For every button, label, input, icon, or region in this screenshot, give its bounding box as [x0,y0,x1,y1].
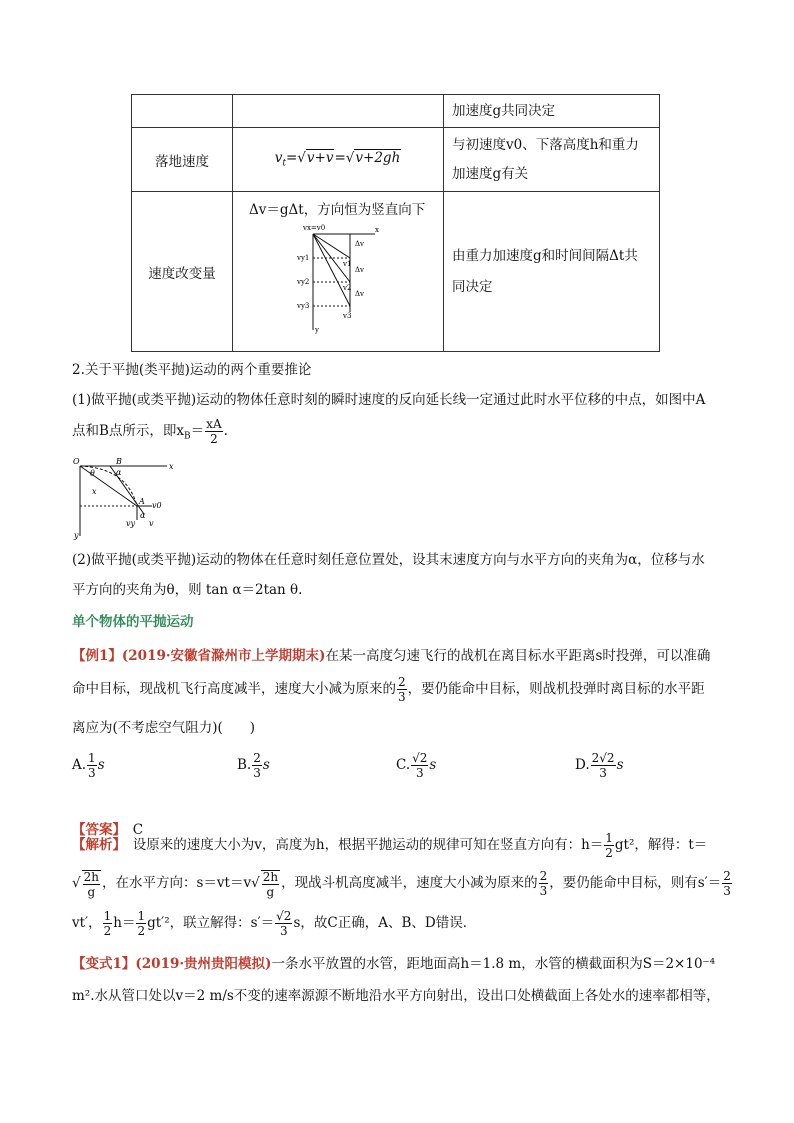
p1-line2-end: . [223,423,228,439]
formula-eq: = [285,150,298,167]
frac-num: 2 [539,869,548,883]
frac-den: 3 [398,690,406,704]
option-b[interactable] [237,752,270,779]
option-b-label: B. [237,757,252,773]
frac-den: 2 [103,924,112,938]
p1-line2-eq: ＝ [190,423,205,439]
section2-p1-line2 [72,418,732,449]
frac-den: 3 [279,924,288,938]
diagram-label-vy1: vy1 [297,254,310,262]
arrow-v1 [313,234,350,258]
frac-num: 2 [398,675,406,689]
option-b-den: 3 [253,766,261,780]
analysis-tag: 【解析】 [72,837,120,853]
two-thirds-2 [722,870,732,897]
label-a: A [139,497,145,506]
example1-fraction [397,676,407,703]
example1-line2-pre: 命中目标，现战机飞行高度减半，速度大小减为原来的 [72,681,396,697]
diagram-label-v2: v2 [343,284,352,292]
example1-line3: 离应为(不考虑空气阻力)( ) [72,720,256,736]
label-theta: θ [90,469,95,478]
option-d[interactable] [575,752,624,779]
frac-num: 2h [83,869,99,884]
section2-p2-line1: (2)做平抛(或类平抛)运动的物体在任意时刻任意位置处，设其末速度方向与水平方向的夹角为α，位移与水 [72,552,705,568]
p1-fraction [205,418,222,445]
two-thirds [539,870,549,897]
option-a[interactable] [72,752,105,779]
analysis-l2b: ，现战斗机高度减半，速度大小减为原来的 [281,875,538,891]
diagram-label-vx: vx=v0 [303,224,326,232]
diagram-label-v1: v1 [343,260,352,268]
frac-num: 2 [723,869,731,883]
row3-label: 速度改变量 [148,265,216,282]
frac-den: 2 [605,846,613,860]
half-frac-3 [136,910,146,937]
frac-den: g [266,884,275,899]
diagram-label-y: y [315,326,319,334]
p1-frac-den: 2 [210,432,218,446]
table-cell [233,95,444,128]
diagram-label-vy2: vy2 [297,278,310,286]
option-d-suffix: s [616,757,624,773]
displacement [80,466,137,506]
diagram-label-dv3: Δv [355,290,365,298]
example1-tag: 【例1】(2019·安徽省滁州市上学期期末) [72,648,326,664]
table-cell [233,128,444,192]
frac-num: 2h [262,869,279,884]
half-frac-2 [103,910,113,937]
table-row [132,128,660,192]
analysis-l2a: ，在水平方向：s＝vt＝v [101,875,252,891]
sqrt-2h-g [82,870,101,898]
analysis-l1a: 设原来的速度大小为v，高度为h，根据平抛运动的规律可知在竖直方向有：h＝ [132,837,604,853]
label-alpha: α [116,468,122,477]
diagram-label-dv1: Δv [355,240,365,248]
label-v0: v0 [152,501,162,510]
analysis-l1b: gt²，解得：t＝ [614,837,708,853]
answer-tag: 【答案】 [72,822,120,838]
variant1-line1 [72,952,732,976]
diagram-label-dv2: Δv [355,266,365,274]
option-a-num: 1 [88,751,96,765]
row2-desc-line1: 与初速度v0、下落高度h和重力 [452,136,639,153]
formula-sub: t [282,158,286,169]
label-v: v [149,519,154,528]
analysis-line2: √ $\frac{2h}{g}$ ，在水平方向：s＝vt＝v√ $\frac{2h}{g}$ ，现战斗机高度减半，速度大小减为原来的 $\frac{2}{3}$ ，要仍能命中目标，则有s′＝ $\frac{2}{3}$ [72,869,731,899]
label-alpha2: α [140,511,146,520]
row3-desc-line2: 同决定 [452,278,493,295]
label-x: x [169,462,174,471]
analysis-line3 [72,908,732,938]
analysis-l2c: ，要仍能命中目标，则有s′＝ [549,875,722,891]
p1-frac-num: xA [206,417,222,431]
formula-lhs: v [274,150,283,167]
option-c-num: √2 [412,751,428,765]
option-a-label: A. [72,757,87,773]
diagram-label-v3: v3 [343,312,352,320]
analysis-l3b: h＝ [113,915,136,931]
option-c-suffix: s [429,757,437,773]
analysis-l3d: s，故C正确，A、B、D错误． [293,915,477,931]
landing-velocity-formula: $v_t=√v+v=√v+2gh$ [274,150,401,169]
table-cell [132,128,233,192]
p1-line2-sub: B [184,431,191,442]
projectile-diagram [72,458,182,540]
formula-eq: = [334,150,346,167]
subheading: 单个物体的平抛运动 [72,614,194,630]
options-row [72,752,732,784]
root2-third [275,910,292,937]
half-frac [604,832,614,859]
option-b-suffix: s [262,757,270,773]
table-cell [132,95,233,128]
label-vy: vy [126,519,136,528]
variant1-text1: 一条水平放置的水管，距地面高h＝1.8 m，水管的横截面积为S＝2×10⁻⁴ [271,956,716,972]
option-d-label: D. [575,757,590,773]
table-cell [444,95,660,128]
frac-den: 3 [539,884,548,898]
delta-v-formula: Δv＝gΔt，方向恒为竖直向下 [249,202,426,218]
table-cell [132,192,233,352]
option-a-suffix: s [97,757,105,773]
option-c-den: 3 [415,766,424,780]
formula-root1: v+v [306,150,334,167]
option-a-den: 3 [88,766,96,780]
label-x-inner: x [92,487,97,496]
section2-heading: 2.关于平抛(类平抛)运动的两个重要推论 [72,362,312,378]
variant1-tag: 【变式1】(2019·贵州贵阳模拟) [72,956,272,972]
frac-num: 1 [137,909,146,923]
row2-desc-line2: 加速度g有关 [452,165,529,182]
row1-desc: 加速度g共同决定 [452,102,556,119]
sqrt-2h-g-2 [261,870,280,898]
frac-den: 2 [137,924,146,938]
p1-line2-pre: 点和B点所示，即x [72,423,185,439]
table-cell [444,128,660,192]
variant1-line2: m².水从管口处以v＝2 m/s不变的速率源源不断地沿水平方向射出，设出口处横截面上各处水的速率都相等， [72,988,720,1004]
frac-den: 3 [723,884,731,898]
row2-label: 落地速度 [155,153,209,170]
example1-line2 [72,676,732,703]
option-c[interactable] [396,752,436,779]
arrow-v3 [313,234,350,306]
table-cell [444,192,660,352]
answer-value: C [132,822,144,838]
section2-p1-line1: (1)做平抛(或类平抛)运动的物体任意时刻的瞬时速度的反向延长线一定通过此时水平位移的中点，如图中A [72,392,706,408]
option-c-label: C. [396,757,411,773]
option-d-num: 2√2 [591,751,615,765]
row3-desc-line1: 由重力加速度g和时间间隔Δt共 [452,247,638,264]
frac-num: √2 [276,909,292,923]
diagram-label-x: x [375,226,379,234]
velocity-change-diagram [295,222,395,334]
table-cell [233,192,444,352]
diagram-label-vy3: vy3 [297,302,310,310]
label-o: O [73,458,80,466]
analysis-line1 [72,828,732,860]
option-d-den: 3 [599,766,607,780]
analysis-l3c: gt′²，联立解得：s′＝ [147,915,275,931]
analysis-l3a: vt′， [72,915,102,931]
formula-root2: v+2gh [355,150,401,167]
label-b: B [116,458,122,466]
label-y: y [74,531,79,540]
example1-line1 [72,644,732,668]
option-b-num: 2 [253,751,261,765]
example1-text1: 在某一高度匀速飞行的战机在离目标水平距离s时投弹，可以准确 [325,648,711,664]
table-row [132,192,660,352]
comparison-table [131,94,660,352]
example1-line2-post: ，要仍能命中目标，则战机投弹时离目标的水平距 [407,681,705,697]
section2-p2-line2: 平方向的夹角为θ，则 tan α＝2tan θ. [72,582,303,598]
frac-num: 1 [103,909,112,923]
table-row [132,95,660,128]
frac-den: g [87,884,96,899]
frac-num: 1 [605,831,613,845]
